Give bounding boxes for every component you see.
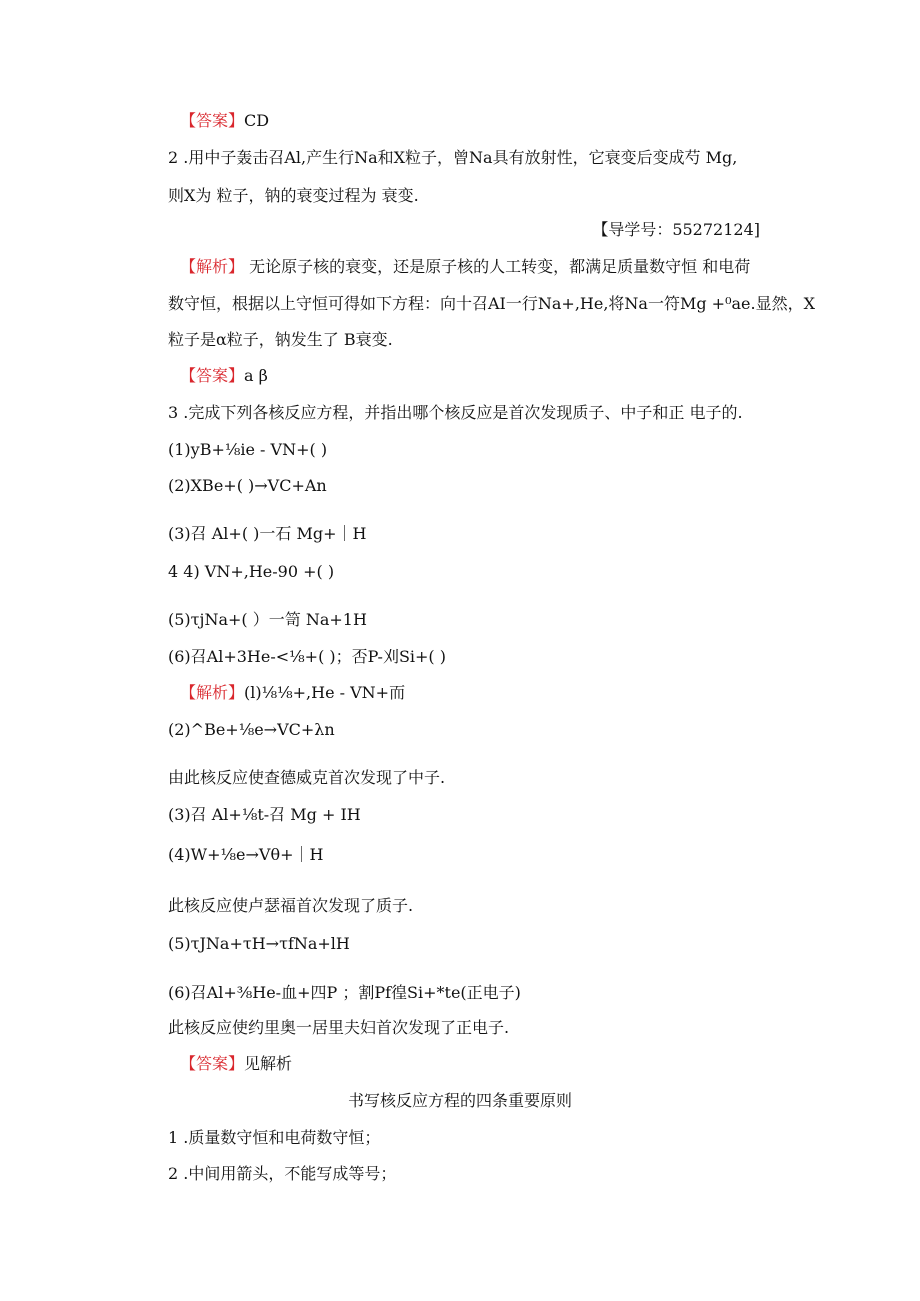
- answer-tag: 【答案】: [180, 1054, 245, 1073]
- analysis-text: (l)⅛⅛+,He - VN+而: [244, 683, 406, 702]
- q2-analysis-line-1: [180, 257, 750, 277]
- q3-analysis-line: (5)τJNa+τH→τfNa+lH: [168, 934, 350, 953]
- answer-tag: 【答案】: [180, 111, 245, 130]
- answer-text: 见解析: [244, 1054, 293, 1073]
- answer-text: a β: [244, 366, 268, 385]
- analysis-tag: 【解析】: [180, 257, 245, 276]
- principle-item: 1 .质量数守恒和电荷数守恒；: [168, 1128, 381, 1147]
- q3-analysis-line: (2)^Be+⅛e→VC+λn: [168, 720, 335, 739]
- q3-item: (3)召 Al+( )一石 Mg+｜H: [168, 524, 367, 543]
- principles-title: 书写核反应方程的四条重要原则: [347, 1091, 572, 1110]
- q2-stem-line-1: 2 .用中子轰击召Al,产生行Na和X粒子，曾Na具有放射性，它衰变后变成芍 Mg,: [168, 148, 738, 167]
- analysis-text: 无论原子核的衰变，还是原子核的人工转变，都满足质量数守恒 和电荷: [244, 257, 751, 276]
- answer-text: CD: [244, 111, 270, 130]
- q3-analysis-line: (6)召Al+⅜He-血+四P ；割Pf徨Si+*te(正电子): [168, 983, 521, 1002]
- q2-analysis-line-2: 数守恒，根据以上守恒可得如下方程：向十召AI一行Na+,He,将Na一符Mg +⁰ae.显然，X: [168, 294, 815, 313]
- q3-answer: [180, 1054, 292, 1074]
- q3-item: (2)XBe+( )→VC+An: [168, 476, 327, 495]
- q2-analysis-line-3: 粒子是α粒子，钠发生了 B衰变.: [168, 330, 393, 349]
- q2-stem-line-2: 则X为 粒子，钠的衰变过程为 衰变.: [168, 186, 419, 205]
- q3-analysis-line: (4)W+⅛e→Vθ+｜H: [168, 845, 324, 864]
- q3-stem: 3 .完成下列各核反应方程，并指出哪个核反应是首次发现质子、中子和正 电子的.: [168, 403, 743, 422]
- q3-item: (6)召Al+3He-<⅛+( )；否P-刈Si+( ): [168, 647, 446, 666]
- q3-analysis-line: 由此核反应使查德威克首次发现了中子.: [168, 768, 446, 787]
- q3-item: 4 4) VN+,He-90 +( ): [168, 562, 335, 581]
- guide-number: 【导学号：55272124]: [592, 220, 760, 239]
- q3-item: (1)yB+⅛ie - VN+( ): [168, 440, 328, 459]
- principle-item: 2 .中间用箭头，不能写成等号；: [168, 1164, 397, 1183]
- answer-tag: 【答案】: [180, 366, 245, 385]
- q1-answer: [180, 111, 269, 131]
- q2-answer: [180, 366, 268, 386]
- q3-analysis-line: 此核反应使约里奥一居里夫妇首次发现了正电子.: [168, 1018, 510, 1037]
- q3-item: (5)τjNa+( ）一笥 Na+1H: [168, 610, 367, 629]
- q3-analysis-line-1: [180, 683, 405, 703]
- q3-analysis-line: 此核反应使卢瑟福首次发现了质子.: [168, 896, 414, 915]
- q3-analysis-line: (3)召 Al+⅛t-召 Mg + IH: [168, 805, 361, 824]
- analysis-tag: 【解析】: [180, 683, 245, 702]
